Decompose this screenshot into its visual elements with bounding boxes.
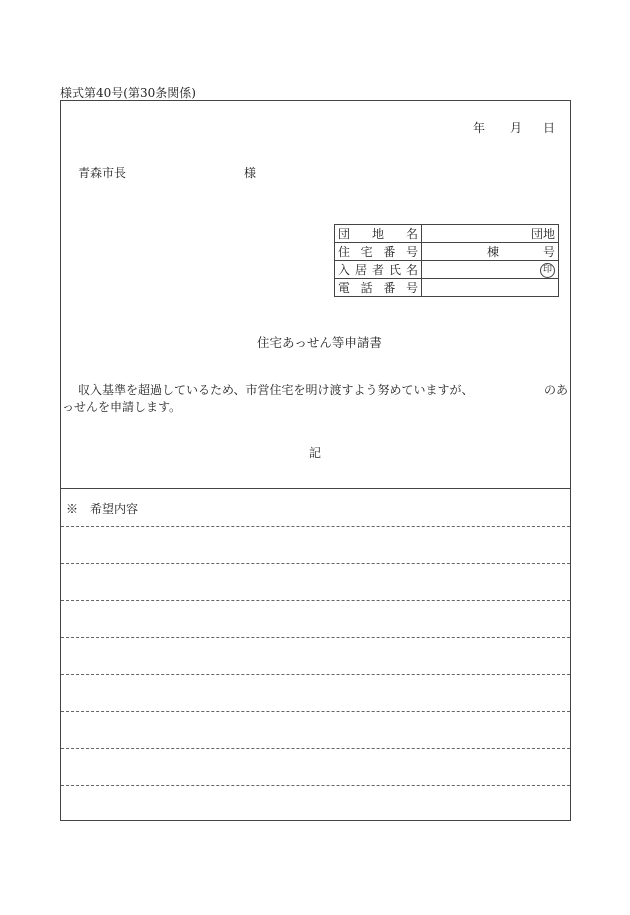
request-line[interactable] [61,711,570,712]
document-title: 住宅あっせん等申請書 [257,335,382,350]
addressee-honorific: 様 [244,166,257,180]
request-line[interactable] [61,637,570,638]
section-divider [60,488,571,489]
label-jutaku-bango: 住 宅 番 号 [335,243,422,261]
date-month: 月 [510,121,523,135]
request-line[interactable] [61,674,570,675]
body-text-line1: 収入基準を超過しているため、市営住宅を明け渡すよう努めていますが、 [78,383,474,397]
body-text-line1-tail: のあ [544,383,569,397]
label-nyukyosha: 入 居 者 氏 名 [335,261,422,279]
value-danchi[interactable]: 団地 [422,225,559,243]
label-denwa: 電 話 番 号 [335,279,422,297]
value-denwa[interactable] [422,279,559,297]
request-line[interactable] [61,748,570,749]
body-text-line2: っせんを申請します。 [62,400,182,414]
table-row [335,243,559,261]
request-line[interactable] [61,600,570,601]
date-day: 日 [543,121,556,135]
form-number: 様式第40号(第30条関係) [60,86,196,100]
request-label: ※ 希望内容 [66,502,139,516]
request-line[interactable] [61,563,570,564]
table-row [335,279,559,297]
label-danchi: 団 地 名 [335,225,422,243]
request-line[interactable] [61,785,570,786]
table-row [335,261,559,279]
applicant-info-table [334,224,559,297]
value-jutaku-bango[interactable]: 棟 号 [422,243,559,261]
value-nyukyosha[interactable] [422,261,559,279]
seal-mark: 印 [540,263,555,278]
ki-heading: 記 [309,446,322,460]
date-year: 年 [473,121,486,135]
request-line[interactable] [61,526,570,527]
table-row [335,225,559,243]
addressee-name: 青森市長 [78,166,127,180]
